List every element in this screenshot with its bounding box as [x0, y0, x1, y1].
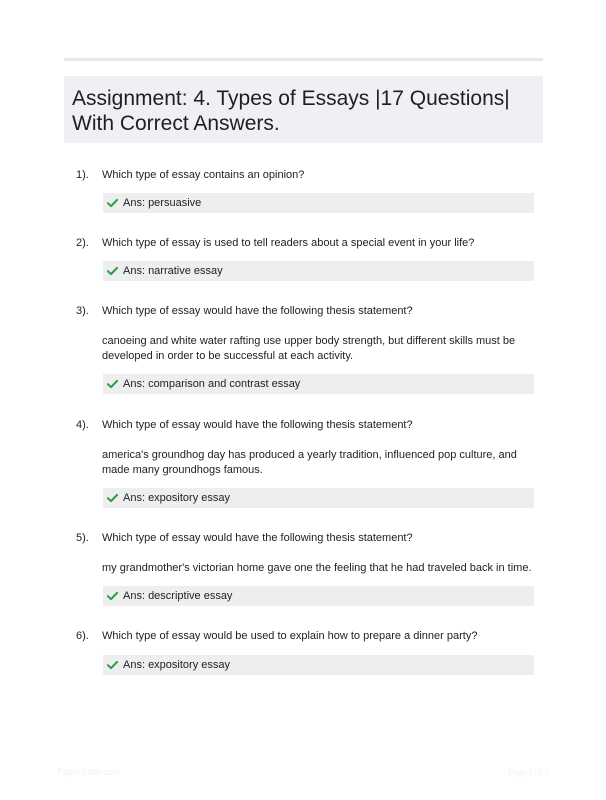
question-number: 2).	[76, 237, 89, 249]
question-number: 6).	[76, 630, 89, 642]
question-text: Which type of essay would have the following thesis statement?	[102, 532, 413, 544]
question-text: Which type of essay would have the following thesis statement?	[102, 305, 413, 317]
page-number: Page 1 of 3	[508, 767, 549, 777]
answer-text: Ans: expository essay	[123, 659, 230, 671]
thesis-statement: america's groundhog day has produced a yearly tradition, influenced pop culture, and made many groundhogs famous.	[102, 449, 517, 476]
check-icon	[107, 198, 118, 208]
answer-text: Ans: narrative essay	[123, 265, 223, 277]
thesis-statement: canoeing and white water rafting use upper body strength, but different skills must be developed in order to be successful at each activity.	[102, 335, 516, 362]
answer-box	[103, 374, 534, 394]
page-title: Assignment: 4. Types of Essays |17 Questions| With Correct Answers.	[72, 87, 510, 135]
answer-text: Ans: descriptive essay	[123, 590, 233, 602]
answer-box	[103, 193, 534, 213]
question-text: Which type of essay would have the following thesis statement?	[102, 419, 413, 431]
check-icon	[107, 660, 118, 670]
question-number: 1).	[76, 169, 89, 181]
top-divider	[64, 58, 543, 61]
question-text: Which type of essay would be used to explain how to prepare a dinner party?	[102, 630, 478, 642]
question-number: 3).	[76, 305, 89, 317]
question-number: 5).	[76, 532, 89, 544]
check-icon	[107, 591, 118, 601]
answer-box	[103, 261, 534, 281]
check-icon	[107, 266, 118, 276]
footer-watermark: PaperSolic.com	[57, 767, 121, 777]
question-text: Which type of essay is used to tell readers about a special event in your life?	[102, 237, 475, 249]
thesis-statement: my grandmother's victorian home gave one the feeling that he had traveled back in time.	[102, 562, 532, 574]
check-icon	[107, 379, 118, 389]
check-icon	[107, 493, 118, 503]
question-text: Which type of essay contains an opinion?	[102, 169, 305, 181]
answer-text: Ans: comparison and contrast essay	[123, 378, 301, 390]
question-number: 4).	[76, 419, 89, 431]
answer-box	[103, 488, 534, 508]
answer-text: Ans: persuasive	[123, 197, 202, 209]
answer-text: Ans: expository essay	[123, 492, 230, 504]
title-box	[64, 76, 543, 143]
answer-box	[103, 655, 534, 675]
answer-box	[103, 586, 534, 606]
